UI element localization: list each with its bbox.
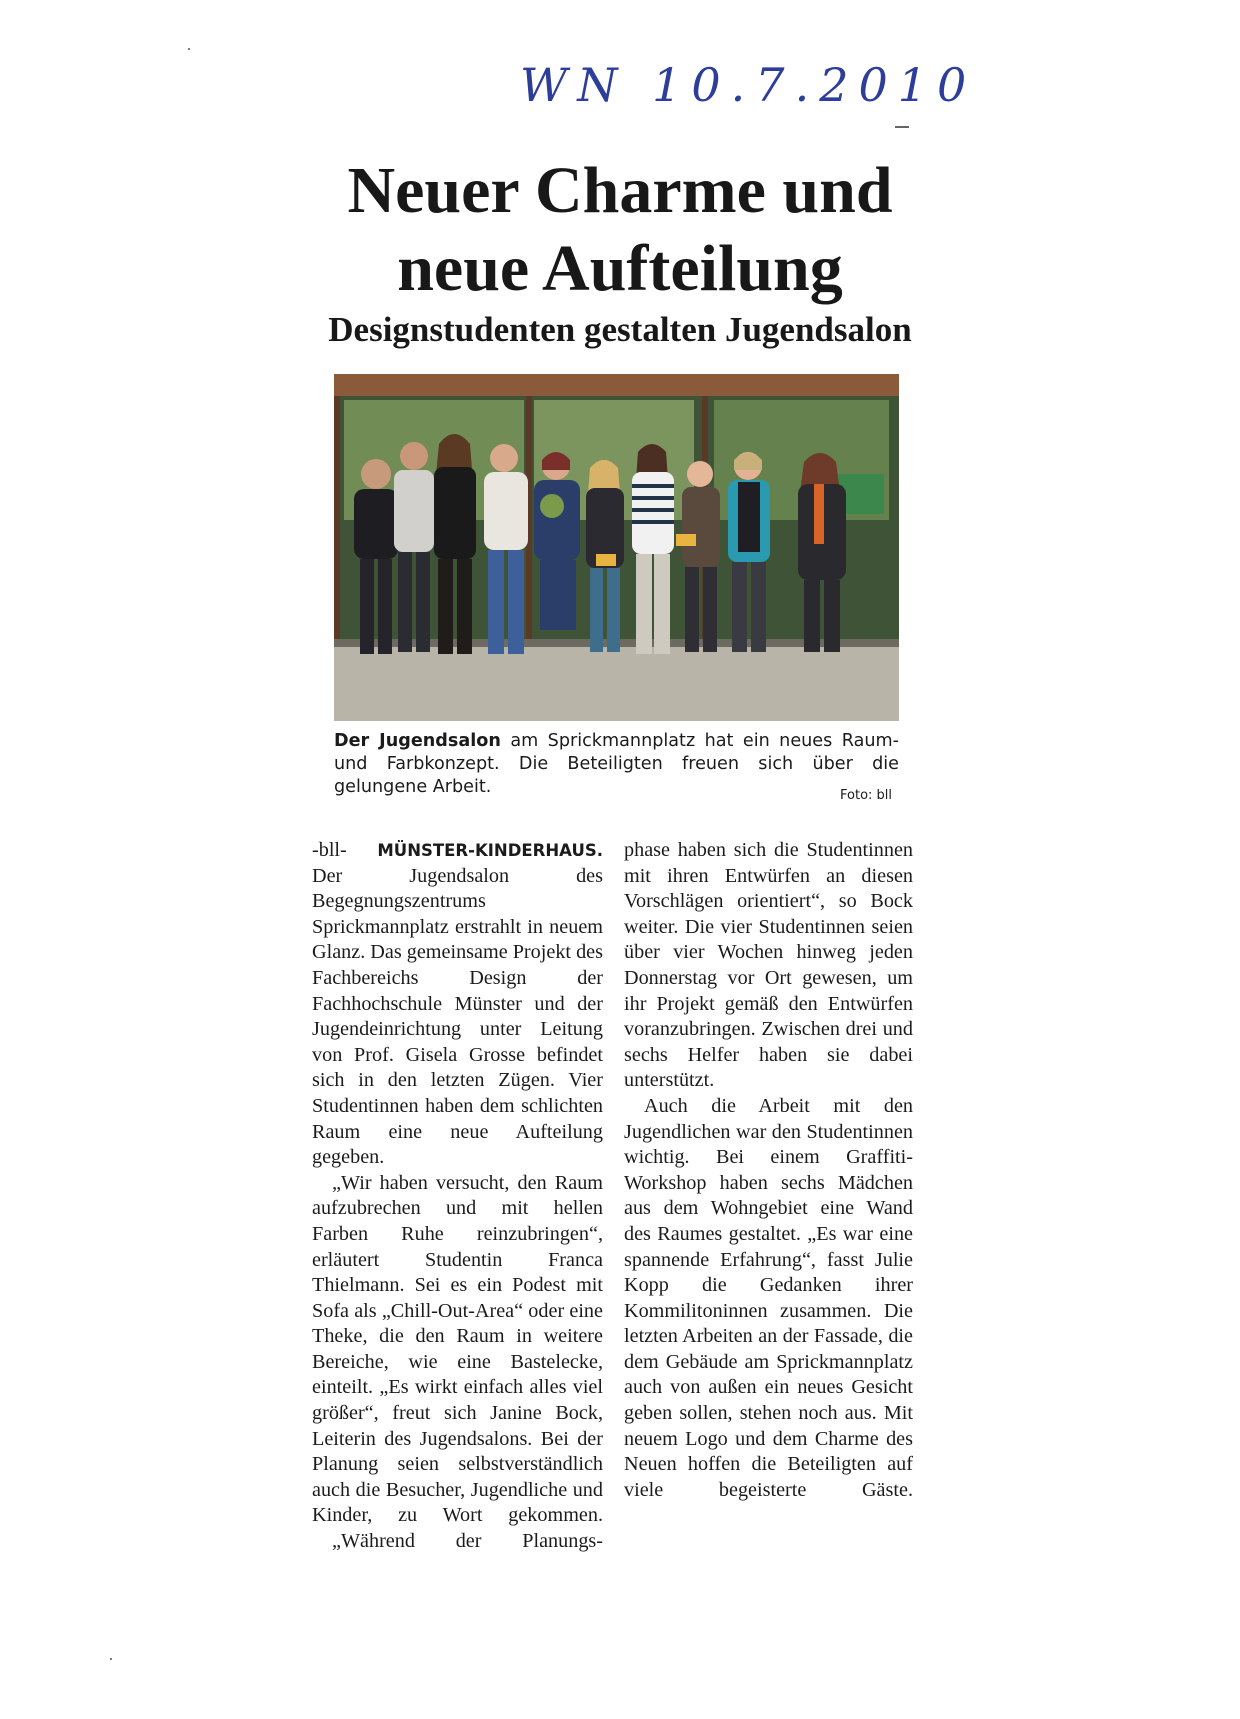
article-paragraph-4: phase haben sich die Studentinnen mit ihren Entwürfen an diesen Vorschlägen orientiert“, so Bock weiter. Die vier Studentinnen seien über vier Wochen hinweg jeden Donnerstag vor Ort gewesen, um ihr Projekt gemäß den Entwürfen voranzubringen. Zwischen drei und sechs Helfer haben sie dabei unterstützt. [624, 839, 913, 1092]
group-photo [334, 374, 899, 721]
scan-mark [895, 126, 909, 128]
article-paragraph-5: Auch die Arbeit mit den Jugendlichen war den Studentinnen wichtig. Bei einem Graffiti-Workshop haben sechs Mädchen aus dem Wohngebiet eine Wand des Raumes gestaltet. „Es war eine spannende Erfahrung“, fasst Julie Kopp die Gedanken ihrer Kommilitoninnen zusammen. Die letzten Arbeiten an der Fassade, die dem Gebäude am Sprickmannplatz auch von außen ein neues Gesicht geben sollen, stehen noch aus. Mit neuem Logo und dem Charme des Neuen hoffen die Beteiligten auf viele begeisterte Gäste. [624, 1094, 913, 1501]
location-tag: MÜNSTER-KINDERHAUS. [377, 841, 603, 860]
scan-speck [188, 48, 190, 50]
handwritten-date-note: WN 10.7.2010 [520, 58, 977, 112]
article-paragraph-1: Der Jugendsalon des Begegnungszentrums Sprickmannplatz erstrahlt in neuem Glanz. Das gemeinsame Projekt des Fachbereichs Design der Fachhochschule Münster und der Jugendeinrichtung unter Leitung von Prof. Gisela Grosse befindet sich in den letzten Zügen. Vier Studentinnen haben dem schlichten Raum eine neue Aufteilung gegeben. [312, 864, 603, 1169]
article-column-2 [624, 838, 913, 1503]
photo-credit: Foto: bll [840, 788, 893, 803]
caption-lead: Der Jugendsalon [334, 731, 501, 751]
article-subheadline: Designstudenten gestalten Jugendsalon [328, 310, 912, 349]
group-photo-illustration [334, 374, 899, 721]
photo-caption [334, 730, 899, 799]
author-tag: -bll- [312, 839, 347, 861]
article-column-1 [312, 838, 603, 1555]
article-paragraph-3: „Während der Planungs- [332, 1530, 603, 1553]
scan-speck [110, 1658, 112, 1660]
article-dateline [312, 838, 603, 864]
article-paragraph-2: „Wir haben versucht, den Raum aufzubrechen und mit hellen Farben Ruhe reinzubringen“, erläutert Studentin Franca Thielmann. Sei es ein Podest mit Sofa als „Chill-Out-Area“ oder eine Theke, die den Raum in weitere Bereiche, wie eine Bastelecke, einteilt. „Es wirkt einfach alles viel größer“, freut sich Janine Bock, Leiterin des Jugendsalons. Bei der Planung seien selbstverständlich auch die Besucher, Jugendliche und Kinder, zu Wort gekommen. [312, 1171, 603, 1527]
article-headline: Neuer Charme und neue Aufteilung [347, 154, 893, 305]
caption-text: am Sprickmannplatz hat ein neues Raum- und Farbkonzept. Die Beteiligten freuen sich über die gelungene Arbeit. [334, 731, 899, 797]
